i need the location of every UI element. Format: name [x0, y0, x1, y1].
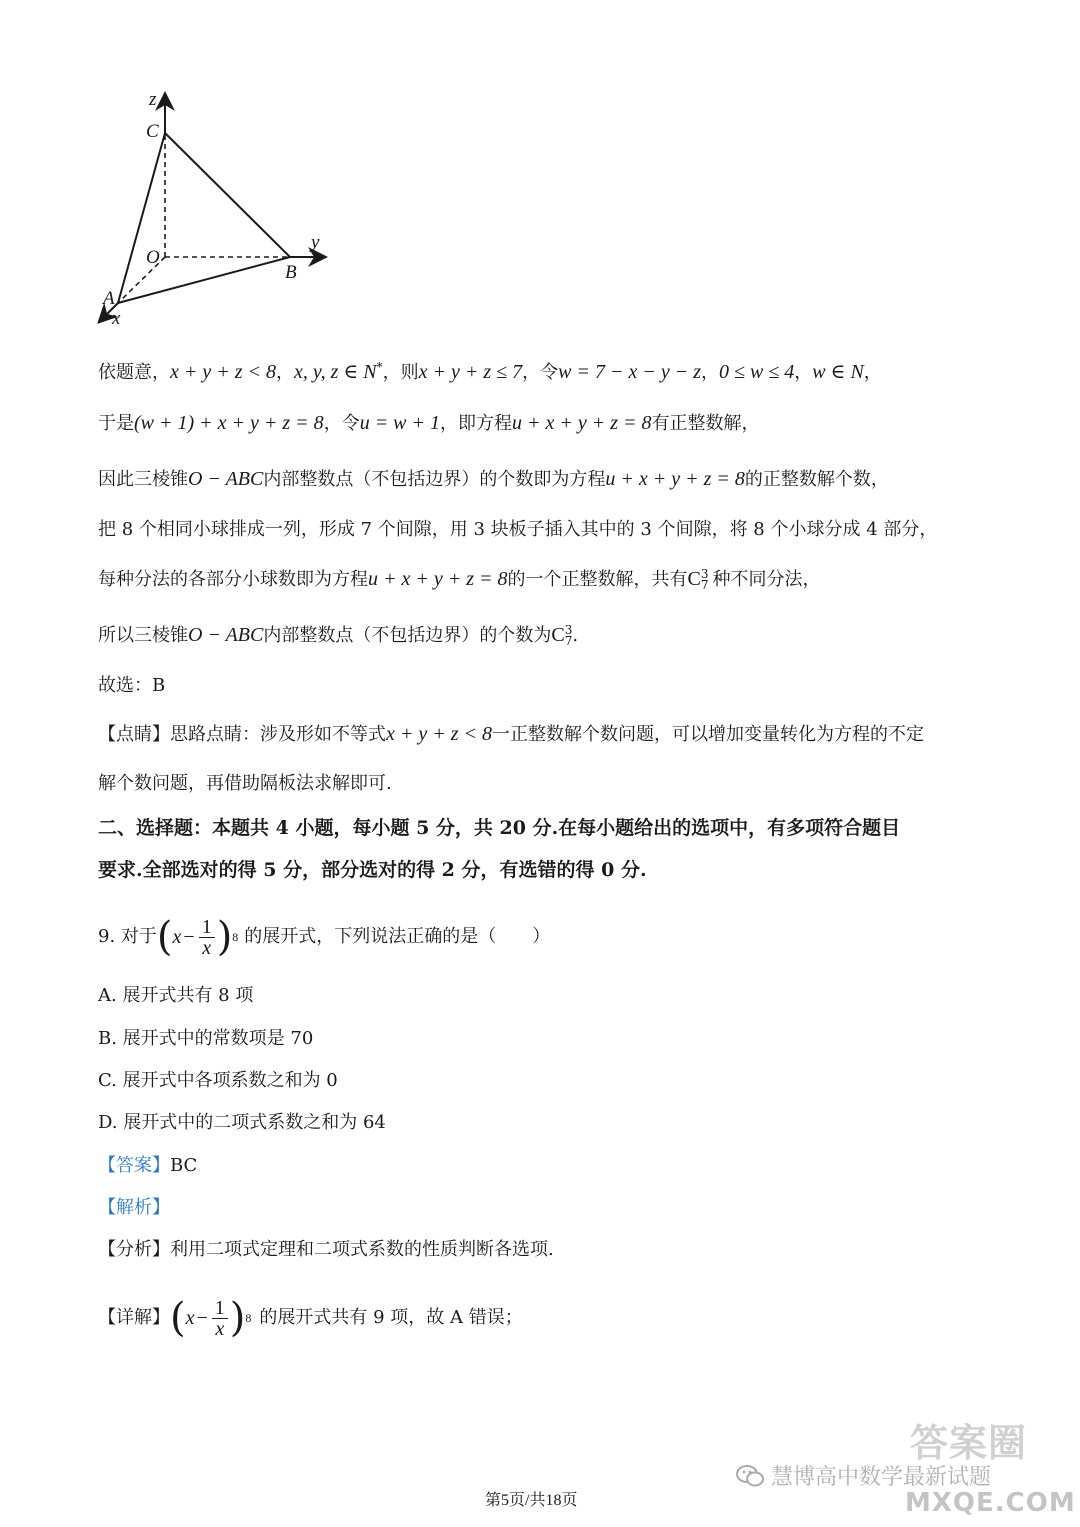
- option-a: A. 展开式共有 8 项: [98, 985, 254, 1006]
- label-b: B: [285, 262, 297, 283]
- option-d: D. 展开式中的二项式系数之和为 64: [98, 1112, 386, 1133]
- solution-line-4: 把 8 个相同小球排成一列，形成 7 个间隙，用 3 块板子插入其中的 3 个间隙，将 8 个小球分成 4 部分，: [98, 519, 938, 540]
- wechat-icon: [735, 1464, 765, 1488]
- edge-cb: [165, 133, 290, 257]
- solution-line-1: 依题意，x + y + z < 8，x, y, z ∈ N*，则x + y + z ≤ 7，令w = 7 − x − y − z，0 ≤ w ≤ 4，w ∈ N，: [98, 360, 882, 383]
- solution-line-2: 于是(w + 1) + x + y + z = 8，令u = w + 1，即方程u + x + y + z = 8有正整数解，: [98, 412, 760, 434]
- solution-line-5: 每种分法的各部分小球数即为方程u + x + y + z = 8的一个正整数解，共有C 3 7 种不同分法，: [98, 567, 821, 592]
- analysis-tag: 【解析】: [98, 1197, 170, 1218]
- watermark-site: MXQE.COM: [905, 1488, 1076, 1518]
- option-b: B. 展开式中的常数项是 70: [98, 1028, 314, 1049]
- edge-ca: [118, 133, 165, 303]
- edge-ab: [118, 257, 290, 303]
- question-9-stem: 9. 对于 ( x − $\frac{1}{x}$ ) 8 的展开式，下列说法正确的是（ ）: [98, 914, 551, 960]
- label-x: x: [112, 308, 121, 329]
- watermark-brand: 答案圈: [910, 1421, 1028, 1465]
- solution-line-3: 因此三棱锥O − ABC内部整数点（不包括边界）的个数即为方程u + x + y + z = 8的正整数解个数，: [98, 468, 889, 490]
- section2-heading-1: 二、选择题：本题共 4 小题，每小题 5 分，共 20 分.在每小题给出的选项中，有多项符合题目: [98, 817, 901, 839]
- choice-line: 故选：B: [98, 675, 166, 696]
- option-c: C. 展开式中各项系数之和为 0: [98, 1070, 338, 1091]
- watermark-account: 慧博高中数学最新试题: [735, 1460, 991, 1491]
- page-number: 第5页/共18页: [485, 1492, 578, 1509]
- section2-heading-2: 要求.全部选对的得 5 分，部分选对的得 2 分，有选错的得 0 分.: [98, 859, 647, 881]
- fenxi-line: 【分析】利用二项式定理和二项式系数的性质判断各选项.: [98, 1239, 554, 1260]
- solution-line-6: 所以三棱锥O − ABC内部整数点（不包括边界）的个数为C 3 7 .: [98, 623, 579, 648]
- note-line-2: 解个数问题，再借助隔板法求解即可.: [98, 773, 392, 794]
- label-c: C: [146, 121, 159, 142]
- label-o: O: [146, 247, 160, 268]
- detail-line: 【详解】 ( x − $\frac{1}{x}$ ) 8 的展开式共有 9 项，故 A 错误；: [98, 1295, 523, 1341]
- note-line-1: 【点睛】思路点睛：涉及形如不等式x + y + z < 8一正整数解个数问题，可以增加变量转化为方程的不定: [98, 723, 925, 745]
- tetrahedron-figure: [90, 85, 340, 335]
- label-a: A: [103, 288, 115, 309]
- label-y: y: [311, 232, 320, 253]
- answer-line: 【答案】BC: [98, 1155, 198, 1176]
- label-z: z: [149, 89, 157, 110]
